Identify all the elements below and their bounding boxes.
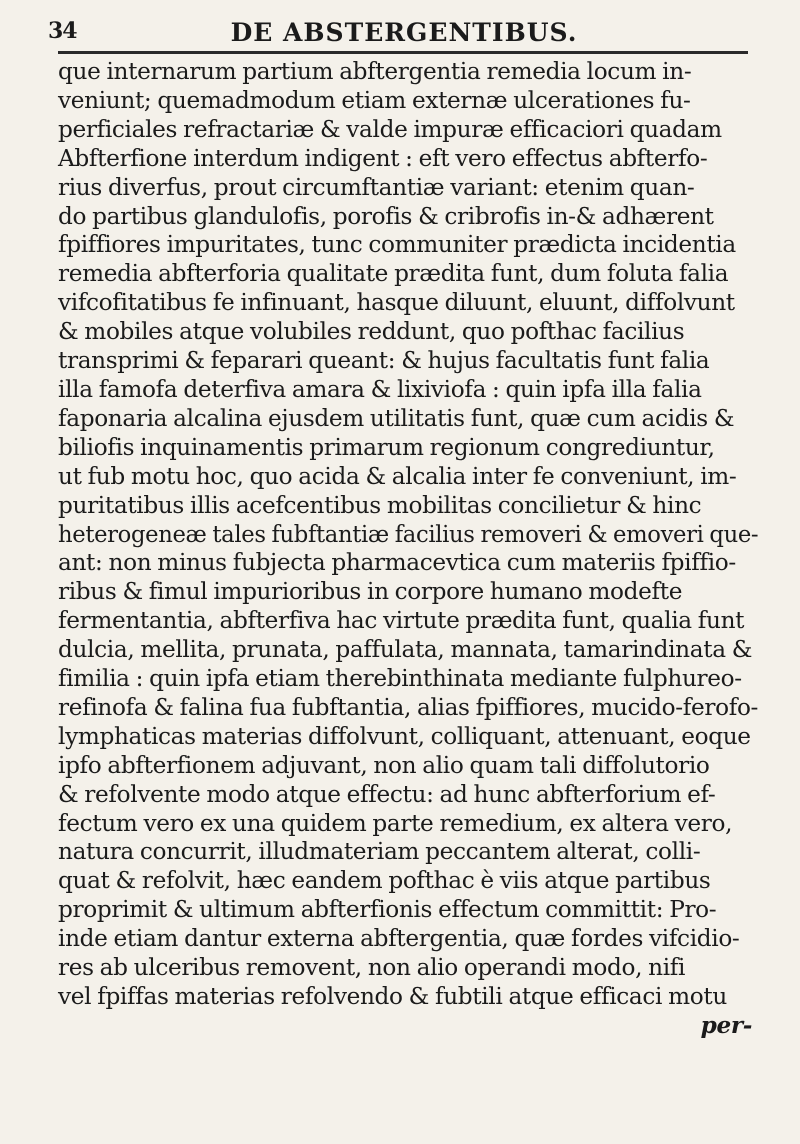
text-line: vel fpiffas materias refolvendo & fubtili atque efficaci motu — [58, 983, 727, 1010]
text-line: & refolvente modo atque effectu: ad hunc abfterforium ef- — [58, 780, 716, 808]
text-line: ant: non minus fubjecta pharmacevtica cum materiis fpiffio- — [58, 549, 736, 577]
text-line: refinofa & falina fua fubftantia, alias fpiffiores, mucido-ferofo- — [58, 693, 759, 721]
text-line: fectum vero ex una quidem parte remedium, ex altera vero, — [58, 809, 733, 837]
text-line: res ab ulceribus removent, non alio operandi modo, nifi — [58, 954, 686, 982]
body-text — [58, 58, 758, 1041]
text-line: puritatibus illis acefcentibus mobilitas concilietur & hinc — [58, 491, 702, 519]
page-number: 34 — [48, 18, 77, 44]
catchword: per- — [700, 1011, 752, 1039]
text-line: ut fub motu hoc, quo acida & alcalia inter fe conveniunt, im- — [58, 462, 737, 490]
text-line: & mobiles atque volubiles reddunt, quo pofthac facilius — [58, 318, 685, 346]
text-line: fermentantia, abfterfiva hac virtute prædita funt, qualia funt — [58, 607, 745, 635]
text-line: veniunt; quemadmodum etiam externæ ulcerationes fu- — [58, 86, 691, 114]
catchword-line — [58, 1012, 758, 1041]
text-line: quat & refolvit, hæc eandem pofthac è viis atque partibus — [58, 867, 711, 895]
text-line: fimilia : quin ipfa etiam therebinthinata mediante fulphureo- — [58, 665, 742, 693]
text-line: vifcofitatibus fe infinuant, hasque diluunt, eluunt, diffolvunt — [58, 289, 735, 317]
text-line: perficiales refractariæ & valde impuræ efficaciori quadam — [58, 115, 722, 143]
text-line: rius diverfus, prout circumftantiæ variant: etenim quan- — [58, 173, 695, 201]
text-line: inde etiam dantur externa abftergentia, quæ fordes vifcidio- — [58, 925, 740, 953]
text-line: fpiffiores impuritates, tunc communiter prædicta incidentia — [58, 231, 736, 259]
text-line: ipfo abfterfionem adjuvant, non alio quam tali diffolutorio — [58, 751, 710, 779]
text-line: lymphaticas materias diffolvunt, colliquant, attenuant, eoque — [58, 722, 751, 750]
running-head: DE ABSTERGENTIBUS. — [230, 18, 578, 47]
text-line: natura concurrit, illudmateriam peccantem alterat, colli- — [58, 838, 701, 866]
text-line: ribus & fimul impurioribus in corpore humano modefte — [58, 578, 683, 606]
text-line: illa famofa deterfiva amara & lixiviofa : quin ipfa illa falia — [58, 375, 702, 403]
text-line: heterogeneæ tales fubftantiæ facilius removeri & emoveri que- — [58, 520, 759, 548]
header-rule — [58, 51, 748, 54]
text-line: faponaria alcalina ejusdem utilitatis funt, quæ cum acidis & — [58, 404, 735, 432]
text-line: dulcia, mellita, prunata, paffulata, mannata, tamarindinata & — [58, 636, 752, 664]
text-line: transprimi & feparari queant: & hujus facultatis funt falia — [58, 347, 710, 375]
page-header — [48, 18, 760, 52]
text-line: Abfterfione interdum indigent : eft vero effectus abfterfo- — [58, 144, 708, 172]
text-line: remedia abfterforia qualitate prædita funt, dum foluta falia — [58, 260, 729, 288]
text-line: que internarum partium abftergentia remedia locum in- — [58, 58, 692, 85]
text-line: proprimit & ultimum abfterfionis effectum committit: Pro- — [58, 896, 717, 924]
text-line: biliofis inquinamentis primarum regionum congrediuntur, — [58, 433, 715, 461]
text-line: do partibus glandulofis, porofis & cribrofis in-& adhærent — [58, 202, 714, 230]
